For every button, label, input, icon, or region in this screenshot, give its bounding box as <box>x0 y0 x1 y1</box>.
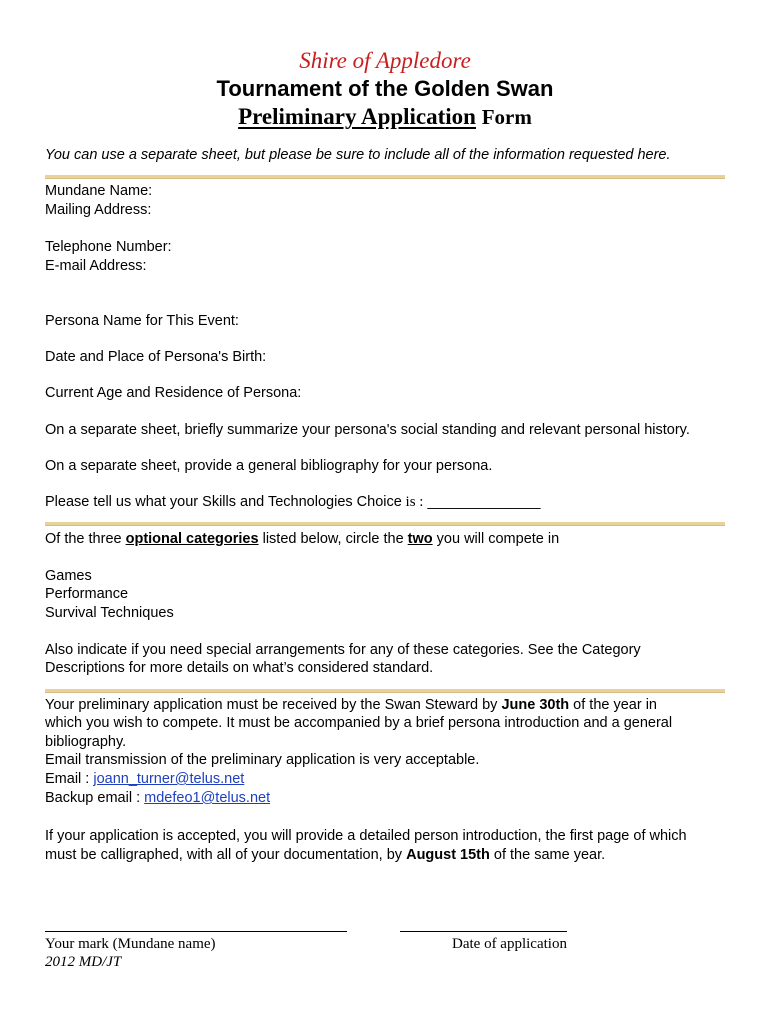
form-title-form: Form <box>481 105 532 129</box>
tournament-title: Tournament of the Golden Swan <box>216 76 554 101</box>
telephone-label: Telephone Number: <box>45 239 172 255</box>
divider-1 <box>45 175 725 179</box>
signature-label: Your mark (Mundane name) <box>45 936 216 952</box>
backup-email-line <box>45 789 270 808</box>
date-label: Date of application <box>452 936 567 952</box>
intro-text: You can use a separate sheet, but please be sure to include all of the information requested here. <box>45 147 671 163</box>
skills-choice-is: is : <box>401 494 424 510</box>
categories-text-mid: listed below, circle the <box>258 531 408 547</box>
accepted-line-2 <box>45 846 605 865</box>
accepted-text-pre: must be calligraphed, with all of your documentation, by <box>45 847 407 863</box>
shire-title: Shire of Appledore <box>299 48 471 73</box>
deadline-text-post: of the year in <box>569 697 657 713</box>
persona-name-label: Persona Name for This Event: <box>45 313 239 329</box>
accepted-text-post: of the same year. <box>489 847 606 863</box>
deadline-line-1 <box>45 696 657 715</box>
skills-choice-line <box>45 493 540 512</box>
deadline-text-pre: Your preliminary application must be received by the Swan Steward by <box>45 697 502 713</box>
form-title <box>0 102 770 132</box>
email-line <box>45 770 244 789</box>
persona-bibliography-text: On a separate sheet, provide a general bibliography for your persona. <box>45 458 493 474</box>
date-line <box>400 931 567 932</box>
calligraphy-deadline: August 15th <box>406 847 490 863</box>
deadline-date: June 30th <box>501 697 570 713</box>
special-arrangements-line-1: Also indicate if you need special arrangements for any of these categories. See the Category <box>45 642 641 658</box>
category-survival: Survival Techniques <box>45 605 174 621</box>
persona-birth-label: Date and Place of Persona's Birth: <box>45 349 267 365</box>
skills-choice-label: Please tell us what your Skills and Technologies Choice <box>45 494 402 510</box>
category-games: Games <box>45 568 92 584</box>
divider-2 <box>45 522 725 526</box>
deadline-line-2: which you wish to compete. It must be accompanied by a brief persona introduction and a general <box>45 715 673 731</box>
divider-3 <box>45 689 725 693</box>
mailing-address-label: Mailing Address: <box>45 202 152 218</box>
categories-text-pre: Of the three <box>45 531 126 547</box>
email-label: E-mail Address: <box>45 258 147 274</box>
categories-instruction <box>45 530 559 549</box>
deadline-line-4: Email transmission of the preliminary application is very acceptable. <box>45 752 480 768</box>
persona-summary-text: On a separate sheet, briefly summarize your persona's social standing and relevant personal history. <box>45 422 690 438</box>
backup-email-label: Backup email : <box>45 790 145 806</box>
steward-email-link[interactable]: joann_turner@telus.net <box>93 771 245 787</box>
footer-code: 2012 MD/JT <box>45 954 122 970</box>
backup-email-link[interactable]: mdefeo1@telus.net <box>144 790 271 806</box>
optional-categories-text: optional categories <box>125 531 259 547</box>
persona-age-label: Current Age and Residence of Persona: <box>45 385 302 401</box>
special-arrangements-line-2: Descriptions for more details on what’s considered standard. <box>45 660 434 676</box>
deadline-line-3: bibliography. <box>45 734 127 750</box>
two-text: two <box>407 531 433 547</box>
form-title-underlined: Preliminary Application <box>238 104 476 129</box>
email-line-label: Email : <box>45 771 94 787</box>
category-performance: Performance <box>45 586 129 602</box>
accepted-line-1: If your application is accepted, you will provide a detailed person introduction, the first page of which <box>45 828 687 844</box>
signature-line <box>45 931 347 932</box>
mundane-name-label: Mundane Name: <box>45 183 153 199</box>
skills-choice-blank: ______________ <box>423 494 541 510</box>
categories-text-post: you will compete in <box>432 531 560 547</box>
